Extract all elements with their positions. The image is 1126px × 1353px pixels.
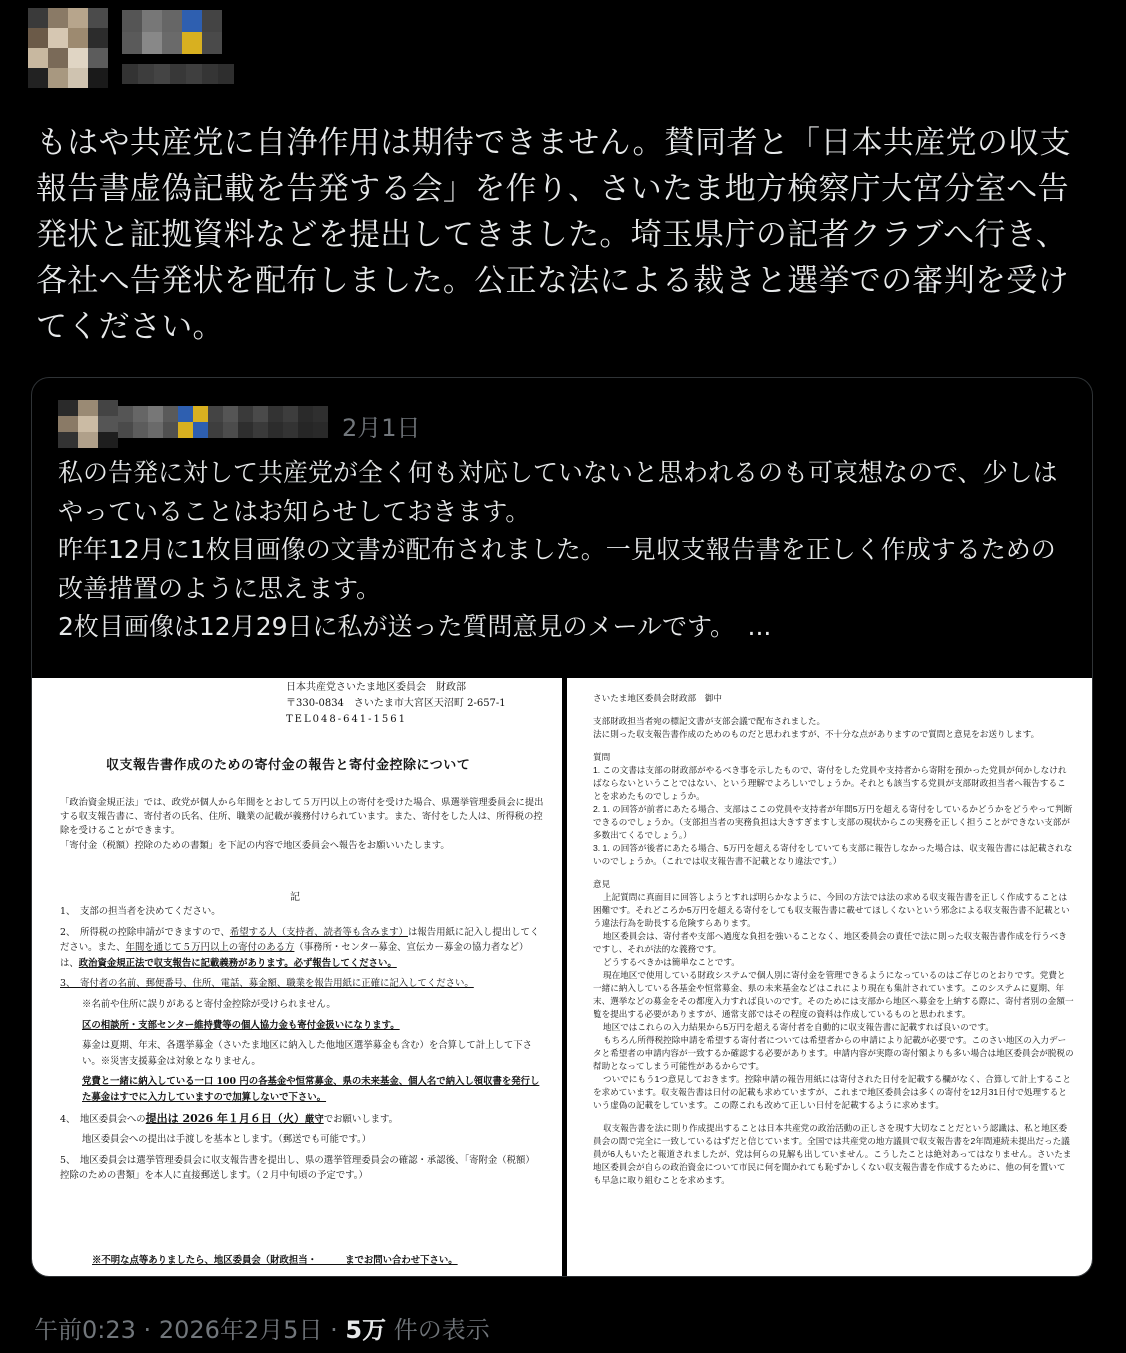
view-count-label: 件の表示	[393, 1316, 490, 1344]
author-avatar[interactable]	[28, 8, 108, 88]
doc1-footer-note: ※不明な点等ありましたら、地区委員会（財政担当・ までお問い合わせ下さい。	[92, 1255, 458, 1266]
doc1-item-5: 5、 地区委員会は選挙管理委員会に収支報告書を提出し、県の選挙管理委員会の確認・承認後、「寄附金（税額）控除のための書類」を本人に直接郵送します。（２月中旬頃の予定です。）	[60, 1154, 535, 1182]
doc1-letterhead: 日本共産党さいたま地区委員会 財政部 〒330-0834 さいたま市大宮区天沼町 2-657-1 TEL048-641-1561	[286, 682, 506, 725]
doc1-item-3: 3、 寄付者の名前、郵便番号、住所、電話、募金額、職業を報告用紙に正確に記入してください。	[60, 978, 474, 990]
doc1-item-4: 4、 地区委員会への提出は 2026 年１月６日（火）厳守でお願いします。	[60, 1111, 398, 1125]
quoted-author-avatar[interactable]	[58, 400, 118, 448]
view-count: 5万	[345, 1316, 387, 1344]
doc1-ki-heading: 記	[290, 892, 300, 903]
doc1-title: 収支報告書作成のための寄付金の報告と寄付金控除について	[106, 758, 471, 773]
tweet-text: もはや共産党に自浄作用は期待できません。賛同者と「日本共産党の収支報告書虚偽記載を告発する会」を作り、さいたま地方検察庁大宮分室へ告発状と証拠資料などを提出してきました。埼玉県庁の記者クラブへ行き、各社へ告発状を配布しました。公正な法による裁きと選挙での審判を受けてください。	[36, 125, 1071, 345]
tweet-date[interactable]: 2026年2月5日	[158, 1316, 323, 1344]
quoted-author-name[interactable]	[118, 406, 328, 438]
doc1-item-1: 1、 支部の担当者を決めてください。	[60, 906, 221, 917]
quoted-tweet[interactable]	[31, 377, 1093, 1277]
quoted-tweet-images[interactable]	[32, 678, 1093, 1277]
doc2-opinion-heading: 意見	[593, 879, 611, 889]
tweet-metadata: 午前0:23 · 2026年2月5日 · 5万 件の表示	[34, 1316, 490, 1344]
quoted-tweet-date[interactable]: 2月1日	[342, 414, 421, 442]
doc2-addressee: さいたま地区委員会財政部 御中	[593, 693, 722, 703]
author-name[interactable]	[122, 10, 222, 54]
doc1-items: 1、 支部の担当者を決めてください。 2、 所得税の控除申請ができますので、希望する人（支持者、読者等も含みます）は報告用紙に記入し提出してください。また、年間を通じて５万円以上の寄付のある方（事務所・センター募金、宣伝カー募金の協力者など）は、政治資金規正法で収支報告に記載義務があります。必ず報告してください。 3、 寄付者の名前、郵便番号、住所、電話、募金額、職業を報告用紙に正確に記入してください。 ※名前や住所に誤りがあると寄付金控除が受けられません。 区の相談所・支部センター維持費等の個人協力金も寄付金扱いになります。 募金は夏期、年末、各選挙募金（さいたま地区に納入した他地区選挙募金も含む）を合算して計上して下さい。※災害支援募金は対象となりません。 党費と一緒に納入している一口 100 円の各基金や恒常募金、県の未来基金、個人名で納入し領収書を発行した募金はすでに入力していますので加算しないで下さい。 4、 地区委員会への提出は 2026 年１月６日（火）厳守でお願いします。 地区委員会への提出は手渡しを基本とします。（郵送でも可能です。） 5、 地区委員会は選挙管理委員会に収支報告書を提出し、県の選挙管理委員会の確認・承認後、「寄附金（税額）控除のための書類」を本人に直接郵送します。（２月中旬頃の予定です。）	[60, 904, 544, 1189]
document-image-1[interactable]	[32, 678, 562, 1277]
doc2-question-heading: 質問	[593, 752, 611, 762]
doc1-intro: 「政治資金規正法」では、政党が個人から年間をとおして５万円以上の寄付を受けた場合、県選挙管理委員会に提出する収支報告書に、寄付者の氏名、住所、職業の記載が義務付けられています。また、寄付をした人は、所得税の控除を受けることができます。 「寄付金（税額）控除のための書類」を下記の内容で地区委員会へ報告をお願いいたします。	[60, 797, 544, 851]
doc1-item-2: 2、 所得税の控除申請ができますので、希望する人（支持者、読者等も含みます）は報告用紙に記入し提出してください。また、年間を通じて５万円以上の寄付のある方（事務所・センター募金、宣伝カー募金の協力者など）は、政治資金規正法で収支報告に記載義務があります。必ず報告してください。	[60, 926, 540, 969]
quoted-tweet-text: 私の告発に対して共産党が全く何も対応していないと思われるのも可哀想なので、少しはやっていることはお知らせしておきます。 昨年12月に1枚目画像の文書が配布されました。一見収支報告書を正しく作成するための改善措置のように思えます。 2枚目画像は12月29日に私が送った質問意見のメールです。 ...	[58, 458, 1058, 641]
tweet-time[interactable]: 午前0:23	[34, 1316, 136, 1344]
document-image-2[interactable]: さいたま地区委員会財政部 御中 支部財政担当者宛の標記文書が支部会議で配布されました。 法に則った収支報告書作成のためのものだと思われますが、不十分な点がありますので質問と意見をお送りします。 質問 1. この文書は支部の財政部がやるべき事を示したもので、寄付をした党員や支持者から寄附を預かった党員が何かしなければならないということではない、という理解でよろしいでしょうか。それとも該当する党員が支部財政担当者へ報告することを求めたものでしょうか。 2. 1. の回答が前者にあたる場合、支部はここの党員や支持者が年間5万円を超える寄付をしているかどうかをどうやって判断できるのでしょうか。（支部担当者の実務負担は大きすぎますし支部の現状からこの実務を正しく担うことができない支部が多数出てくるでしょう。） 3. 1. の回答が後者にあたる場合、5万円を超える寄付をしていても支部に報告しなかった場合は、収支報告書には記載されないのでしょうか。（これでは収支報告書不記載となり違法です。） 意見 上記質問に真面目に回答しようとすれば明らかなように、今回の方法では法の求める収支報告書を正しく作成することは困難です。それどころか5万円を超える寄付をしても収支報告書に載せてほしくないという邪念による収支報告書不記載という違法行為を助長する危険すらあります。 地区委員会は、寄付者や支部へ過度な負担を強いることなく、地区委員会の責任で法に則った収支報告書作成を行うべきですし、それが法的な義務です。 どうするべきかは簡単なことです。 現在地区で使用している財政システムで個人別に寄付金を管理できるようになっているのはご存じのとおりです。党費と一緒に納入している各基金や恒常募金、県の未来基金などはこれにより現在も集計されています。このシステムに夏期、年末、選挙などの募金をその都度入力すれば良いのです。そのためには支部から地区へ募金を上納する際に、寄付者別の金額一覧を提出する必要がありますが、通常支部ではその程度の資料は作成しているものと思われます。 地区ではこれらの入力結果から5万円を超える寄付者を自動的に収支報告書に記載すれば良いのです。 もちろん所得税控除申請を希望する寄付者については希望者からの申請により記載が必要です。このさい地区の入力データと希望者の申請内容が一致するか確認する必要があります。申請内容が実際の寄付額よりも多い場合は地区委員会が脱税の幇助となってしまう可能性があるからです。 ついでにもう1つ意見しておきます。控除申請の報告用紙には寄付された日付を記載する欄がなく、合算して計上することを求めています。収支報告書は日付の記載も求めていますが、これまで地区委員会は多くの寄付を12月31日付で処理するという虚偽の記載をしています。この際これも改めて正しい日付を記載するように求めます。 収支報告書を法に則り作成提出することは日本共産党の政治活動の正しさを現す大切なことだという認識は、私と地区委員会の間で完全に一致しているはずだと信じています。全国では共産党の地方議員で収支報告書を2年間連続未提出だった議員が6人もいたと報道されましたが、党は何らの見解も出していません。こうしたことは絶対あってはなりません。さいたま地区委員会が自らの政治資金について市民に何を聞かれても恥ずかしくない収支報告書を作成するために、他の何を置いても早急に取り組むことを求めます。	[567, 678, 1093, 1277]
author-handle[interactable]	[122, 64, 234, 84]
